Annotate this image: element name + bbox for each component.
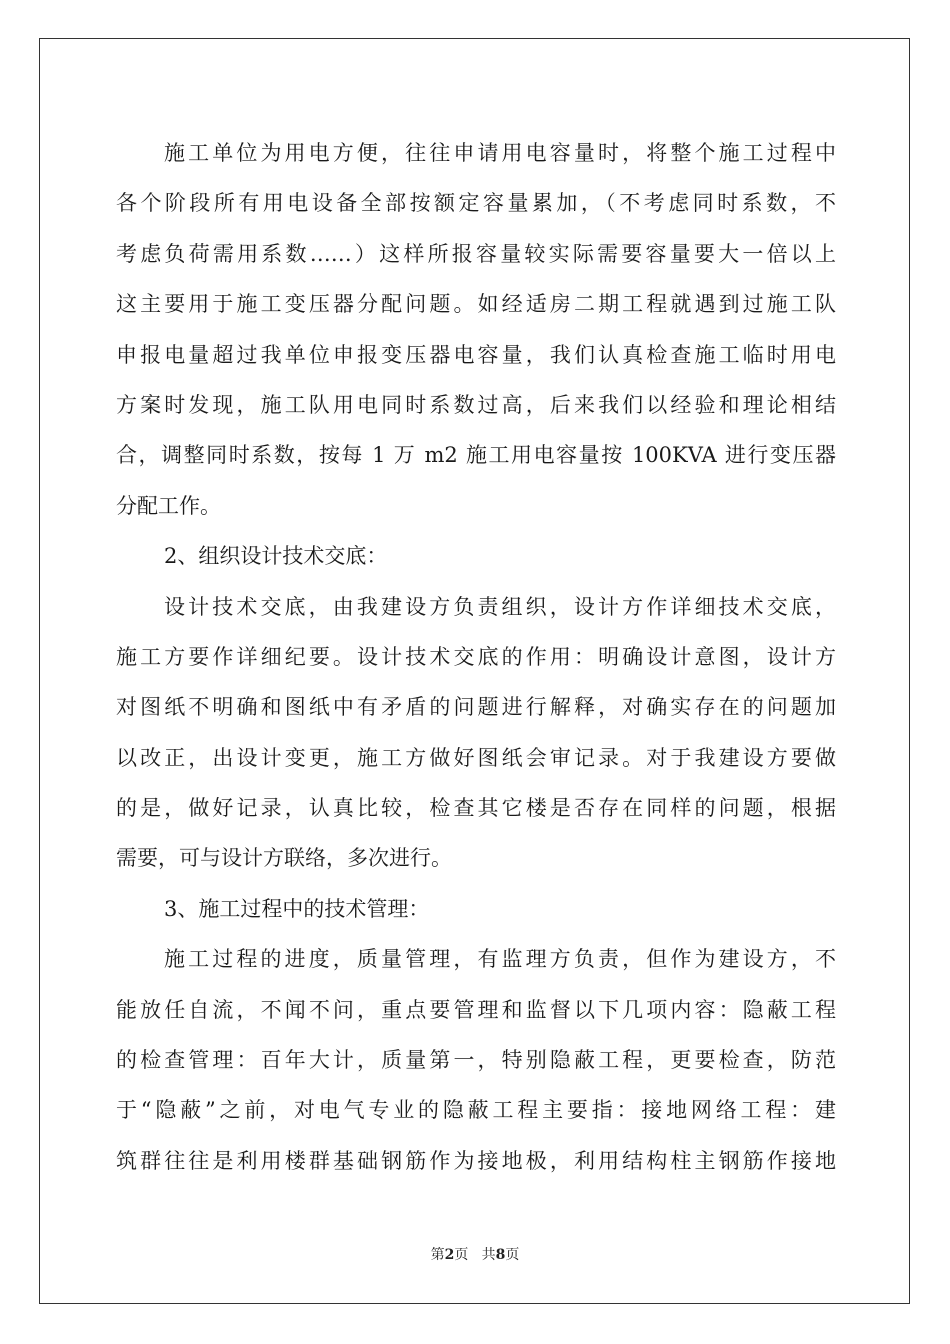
document-body [116, 128, 836, 1186]
page-footer [0, 1244, 950, 1264]
text-line: 于“隐蔽”之前，对电气专业的隐蔽工程主要指：接地网络工程：建 [116, 1098, 836, 1123]
text-line: 设计技术交底，由我建设方负责组织，设计方作详细技术交底， [164, 594, 836, 619]
text-line: 3、施工过程中的技术管理： [164, 896, 430, 921]
text-line: 方案时发现，施工队用电同时系数过高，后来我们以经验和理论相结 [116, 392, 836, 417]
text-line: 筑群往往是利用楼群基础钢筋作为接地极，利用结构柱主钢筋作接地 [116, 1148, 836, 1173]
footer-page-number: 2 [444, 1247, 455, 1263]
text-line: 分配工作。 [116, 493, 221, 518]
text-line: 2、组织设计技术交底： [164, 544, 388, 569]
text-line: 能放任自流，不闻不问，重点要管理和监督以下几项内容：隐蔽工程 [116, 997, 836, 1022]
footer-total-prefix: 共 [481, 1247, 496, 1263]
text-line: 以改正，出设计变更，施工方做好图纸会审记录。对于我建设方要做 [116, 745, 836, 770]
text-line: 施工过程的进度，质量管理，有监理方负责，但作为建设方，不 [164, 947, 836, 972]
text-line: 各个阶段所有用电设备全部按额定容量累加，（不考虑同时系数，不 [116, 191, 836, 216]
footer-total-suffix: 页 [505, 1247, 520, 1263]
text-line: 考虑负荷需用系数……）这样所报容量较实际需要容量要大一倍以上 [116, 241, 836, 266]
footer-prefix: 第 [430, 1247, 445, 1263]
text-line: 施工方要作详细纪要。设计技术交底的作用：明确设计意图，设计方 [116, 644, 836, 669]
text-line: 的检查管理：百年大计，质量第一，特别隐蔽工程，更要检查，防范 [116, 1048, 836, 1073]
text-line: 对图纸不明确和图纸中有矛盾的问题进行解释，对确实存在的问题加 [116, 695, 836, 720]
text-line: 需要，可与设计方联络，多次进行。 [116, 846, 452, 871]
text-line: 合，调整同时系数，按每 1 万 m2 施工用电容量按 100KVA 进行变压器 [116, 443, 836, 468]
text-line: 申报电量超过我单位申报变压器电容量，我们认真检查施工临时用电 [116, 342, 836, 367]
text-line: 施工单位为用电方便，往往申请用电容量时，将整个施工过程中 [164, 141, 836, 165]
footer-total-pages: 8 [495, 1247, 506, 1263]
footer-page-suffix: 页 [454, 1247, 469, 1263]
text-line: 这主要用于施工变压器分配问题。如经适房二期工程就遇到过施工队 [116, 292, 836, 317]
text-line: 的是，做好记录，认真比较，检查其它楼是否存在同样的问题，根据 [116, 796, 836, 821]
